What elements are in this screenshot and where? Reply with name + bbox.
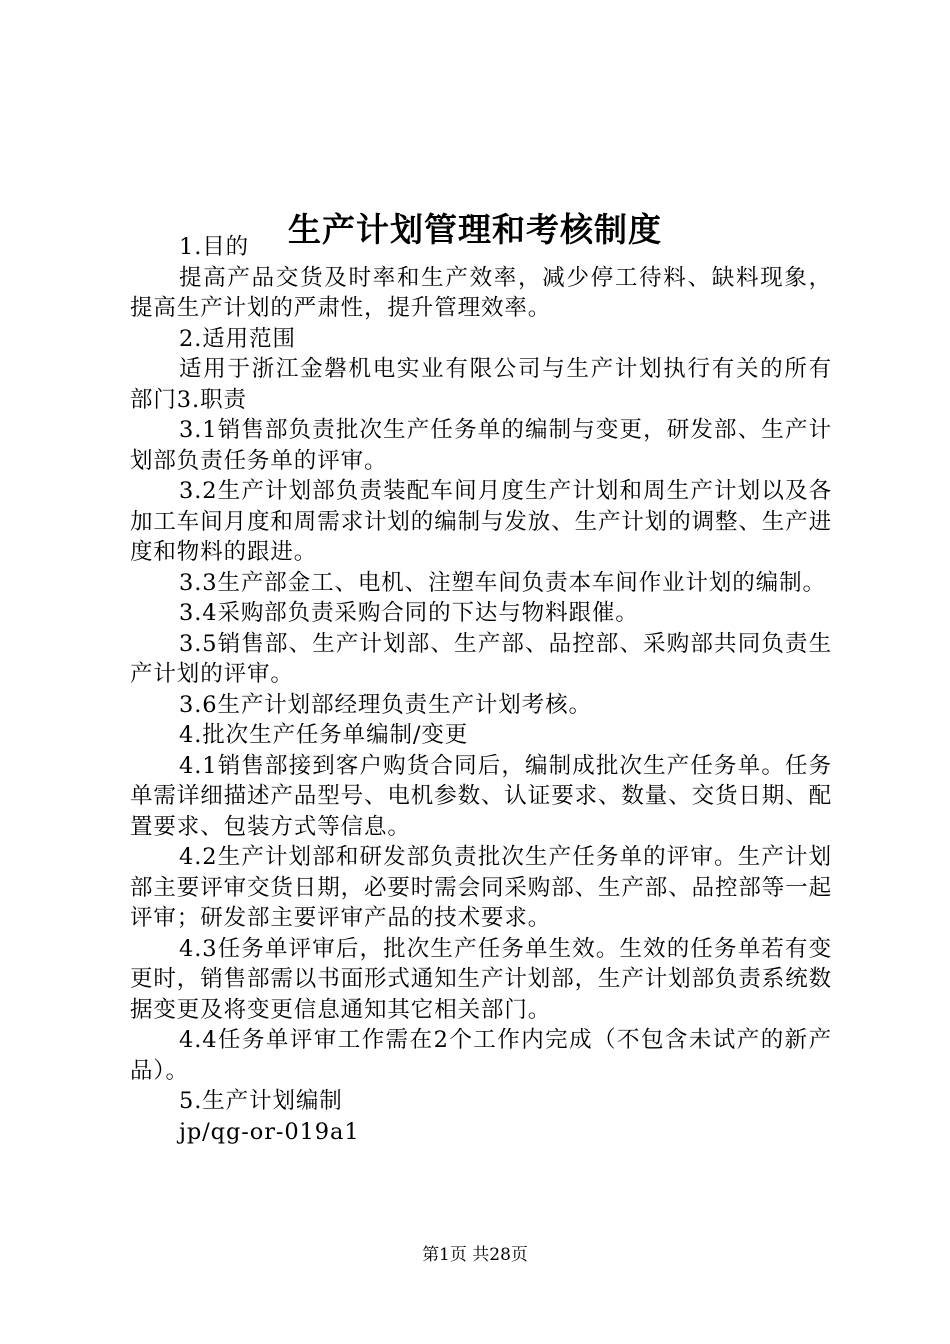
paragraph-10: 3.6生产计划部经理负责生产计划考核。 — [179, 691, 592, 718]
paragraph-3: 2.适用范围 — [179, 325, 296, 352]
document-body — [130, 232, 832, 1147]
paragraph-11: 4.批次生产任务单编制/变更 — [179, 722, 469, 748]
paragraph-1: 1.目的 — [179, 234, 250, 260]
paragraph-6: 3.2生产计划部负责装配车间月度生产计划和周生产计划以及各加工车间月度和周需求计划的编制与发放、生产计划的调整、生产进度和物料的跟进。 — [130, 478, 833, 565]
paragraph-12: 4.1销售部接到客户购货合同后，编制成批次生产任务单。任务单需详细描述产品型号、电机参数、认证要求、数量、交货日期、配置要求、包装方式等信息。 — [130, 752, 833, 840]
paragraph-7: 3.3生产部金工、电机、注塑车间负责本车间作业计划的编制。 — [179, 569, 826, 596]
paragraph-17: jp/qg-or-019a1 — [179, 1118, 360, 1145]
paragraph-5: 3.1销售部负责批次生产任务单的编制与变更，研发部、生产计划部负责任务单的评审。 — [130, 417, 832, 474]
paragraph-13: 4.2生产计划部和研发部负责批次生产任务单的评审。生产计划部主要评审交货日期，必要时需会同采购部、生产部、品控部等一起评审；研发部主要评审产品的技术要求。 — [130, 844, 833, 931]
page-footer: 第1页 共28页 — [422, 1245, 528, 1265]
paragraph-4: 适用于浙江金磐机电实业有限公司与生产计划执行有关的所有部门3.职责 — [130, 356, 832, 413]
paragraph-16: 5.生产计划编制 — [179, 1088, 343, 1114]
paragraph-14: 4.3任务单评审后，批次生产任务单生效。生效的任务单若有变更时，销售部需以书面形式通知生产计划部，生产计划部负责系统数据变更及将变更信息通知其它相关部门。 — [130, 935, 833, 1023]
paragraph-9: 3.5销售部、生产计划部、生产部、品控部、采购部共同负责生产计划的评审。 — [130, 630, 832, 687]
paragraph-8: 3.4采购部负责采购合同的下达与物料跟催。 — [179, 600, 639, 626]
document-title: 生产计划管理和考核制度 — [288, 210, 662, 250]
paragraph-15: 4.4任务单评审工作需在2个工作内完成（不包含未试产的新产品）。 — [130, 1027, 832, 1084]
paragraph-2: 提高产品交货及时率和生产效率，减少停工待料、缺料现象，提高生产计划的严肃性，提升管理效率。 — [130, 264, 832, 321]
